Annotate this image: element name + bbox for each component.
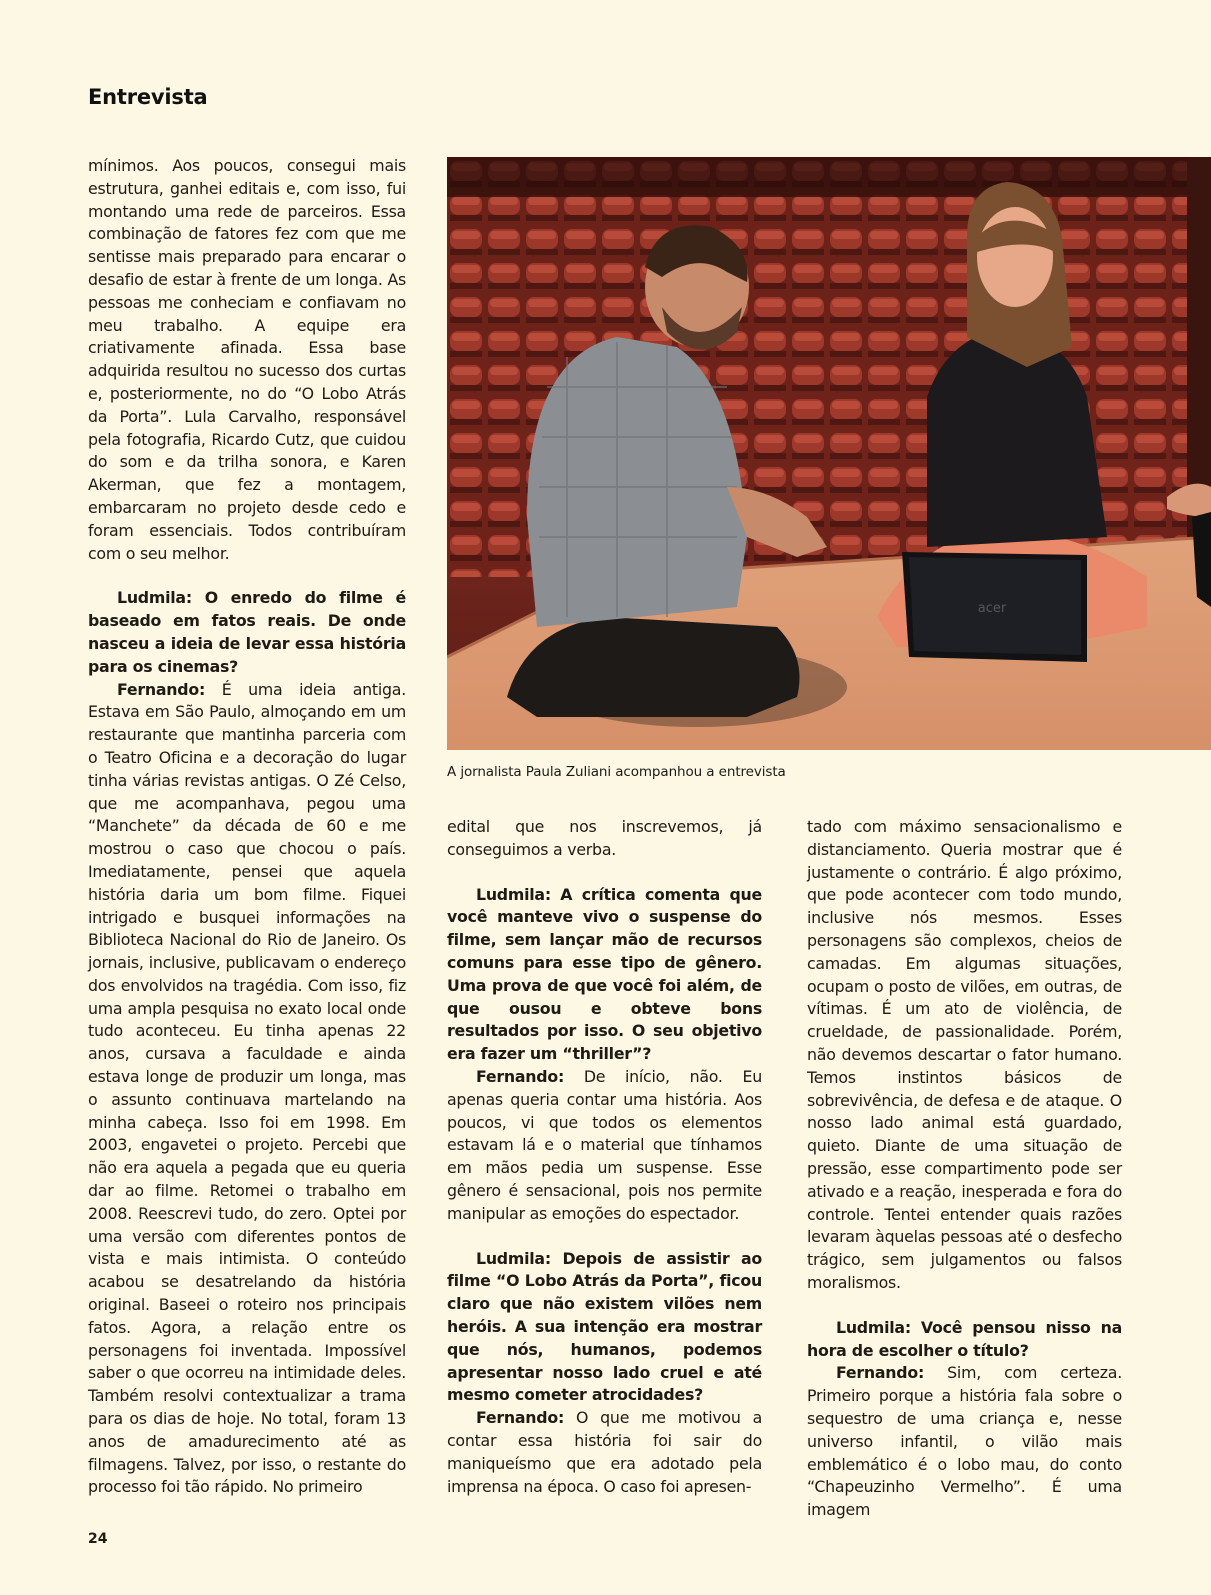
interview-answer (807, 1362, 1122, 1522)
article-column-3 (807, 816, 1122, 1520)
speaker-label: Fernando: (117, 679, 206, 699)
laptop-logo: acer (977, 601, 1007, 616)
section-title: Entrevista (88, 85, 208, 109)
photo-caption: A jornalista Paula Zuliani acompanhou a entrevista (447, 764, 786, 780)
interview-question: Ludmila: Você pensou nisso na hora de escolher o título? (807, 1317, 1122, 1360)
interview-question: Ludmila: O enredo do filme é baseado em fatos reais. De onde nasceu a ideia de levar essa história para os cinemas? (88, 588, 406, 676)
answer-text: É uma ideia antiga. Estava em São Paulo, almoçando em um restaurante que mantinha parceria com o Teatro Oficina e a decoração do lugar tinha várias revistas antigas. O Zé Celso, que me acompanhava, pegou uma “Manchete” da década de 60 e me mostrou o caso que chocou o país. Imediatamente, pensei que aquela história daria um bom filme. Fiquei intrigado e busquei informações na Biblioteca Nacional do Rio de Janeiro. Os jornais, inclusive, publicavam o endereço dos envolvidos na tragédia. Com isso, fiz uma ampla pesquisa no exato local onde tudo aconteceu. Eu tinha apenas 22 anos, cursava a faculdade e ainda estava longe de produzir um longa, mas o assunto continuava martelando na minha cabeça. Isso foi em 1998. Em 2003, engavetei o projeto. Percebi que não era aquela a pegada que eu queria dar ao filme. Retomei o trabalho em 2008. Reescrevi tudo, do zero. Optei por uma versão com diferentes pontos de vista e mais intimista. O conteúdo acabou se desatrelando da história original. Baseei o roteiro nos principais fatos. Agora, a relação entre os personagens foi inventada. Impossível saber o que ocorreu na intimidade deles. Também resolvi contextualizar a trama para os dias de hoje. No total, foram 13 anos de amadurecimento até as filmagens. Talvez, por isso, o restante do processo foi tão rápido. No primeiro (88, 679, 406, 1497)
speaker-label: Fernando: (476, 1066, 565, 1086)
interview-answer (447, 1066, 762, 1226)
interview-photo (447, 157, 1211, 750)
interview-answer (88, 679, 406, 1500)
laptop (902, 552, 1087, 662)
paragraph: edital que nos inscrevemos, já conseguimos a verba. (447, 817, 762, 859)
interview-question: Ludmila: A crítica comenta que você manteve vivo o suspense do filme, sem lançar mão de recursos comuns para esse tipo de gênero. Uma prova de que você foi além, de que ousou e obteve bons resultados por isso. O seu objetivo era fazer um “thriller”? (447, 884, 762, 1064)
page-number: 24 (88, 1531, 108, 1547)
article-column-1 (88, 155, 406, 1500)
interview-question: Ludmila: Depois de assistir ao filme “O Lobo Atrás da Porta”, ficou claro que não existem vilões nem heróis. A sua intenção era mostrar que nós, humanos, podemos apresentar nosso lado cruel e até mesmo cometer atrocidades? (447, 1248, 762, 1405)
article-column-2 (447, 816, 762, 1496)
answer-text: O que me motivou a contar essa história foi sair do maniqueísmo que era adotado pela imprensa na época. O caso foi apresen- (447, 1408, 762, 1496)
theater-stage-photo (447, 157, 1211, 750)
speaker-label: Fernando: (476, 1408, 565, 1428)
speaker-label: Fernando: (836, 1363, 925, 1383)
paragraph: tado com máximo sensacionalismo e distanciamento. Queria mostrar que é justamente o contrário. É algo próximo, que pode acontecer com todo mundo, inclusive nós mesmos. Esses personagens são complexos, cheios de camadas. Em algumas situações, ocupam o posto de vilões, em outras, de vítimas. É um ato de violência, de crueldade, de passionalidade. Porém, não devemos descartar o fator humano. Temos instintos básicos de sobrevivência, de defesa e de ataque. O nosso lado animal está guardado, quieto. Diante de uma situação de pressão, esse compartimento pode ser ativado e a reação, inesperada e fora do controle. Tentei entender quais razões levaram àquelas pessoas até o desfecho trágico, sem julgamentos ou falsos moralismos. (807, 817, 1122, 1292)
answer-text: De início, não. Eu apenas queria contar uma história. Aos poucos, vi que todos os elementos estavam lá e o material que tínhamos em mãos pedia um suspense. Esse gênero é sensacional, pois nos permite manipular as emoções do espectador. (447, 1066, 762, 1223)
paragraph: mínimos. Aos poucos, consegui mais estrutura, ganhei editais e, com isso, fui montando uma rede de parceiros. Essa combinação de fatores fez com que me sentisse mais preparado para encarar o desafio de estar à frente de um longa. As pessoas me conheciam e confiavam no meu trabalho. A equipe era criativamente afinada. Essa base adquirida resultou no sucesso dos curtas e, posteriormente, no do “O Lobo Atrás da Porta”. Lula Carvalho, responsável pela fotografia, Ricardo Cutz, que cuidou do som e da trilha sonora, e Karen Akerman, que fez a montagem, embarcaram no projeto desde cedo e foram essenciais. Todos contribuíram com o seu melhor. (88, 156, 406, 563)
answer-text: Sim, com certeza. Primeiro porque a história fala sobre o sequestro de uma criança e, nesse universo infantil, o vilão mais emblemático é o lobo mau, do conto “Chapeuzinho Vermelho”. É uma imagem (807, 1363, 1122, 1520)
interview-answer (447, 1407, 762, 1498)
